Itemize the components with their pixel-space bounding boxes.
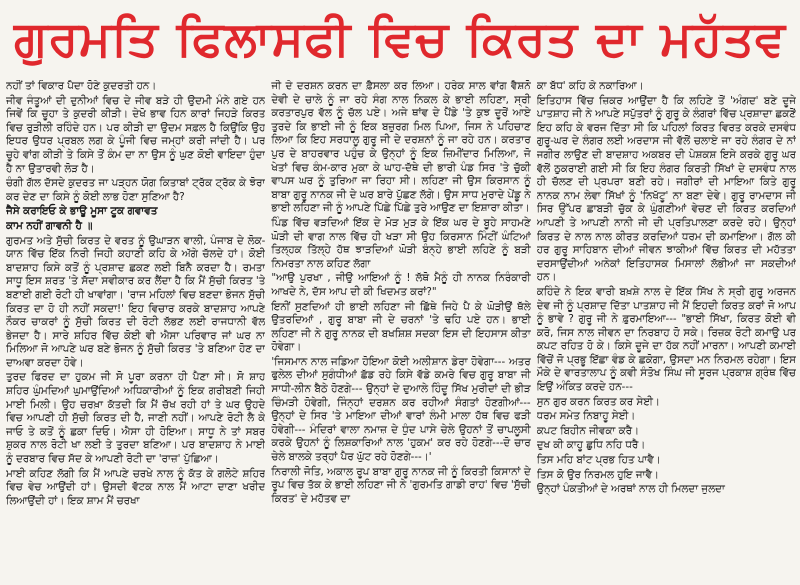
paragraph: ਮਾਈ ਕਹਿਣ ਲੱਗੀ ਕਿ ਮੈਂ ਆਪਣੇ ਚਰਖੇ ਨਾਲ ਨੂੰ ਕੱਤ ਕੇ ਗਲੋਟੇ ਸ਼ਹਿਰ ਵਿਚ ਵੇਚ ਆਉਂਦੀ ਹਾਂ। ਉਸਦੀ ਵੱਟਕ ਨਾਲ ਮੈਂ ਆਟਾ ਦਾਣਾ ਖਰੀਦ ਲਿਆਉਂਦੀ ਹਾਂ। ਇਕ ਸ਼ਾਮ ਮੈਂ ਚਰਖਾ [6, 467, 266, 507]
paragraph: ਦੁਖ ਕੀ ਕਾਹੂ ਛੁਧਿ ਨਹਿ ਧਰੈ। [536, 439, 646, 452]
paragraph: ਸੁਨ ਗੁਰ ਕਰਨ ਕਿਰਤ ਕਰ ਸੇਈ। [536, 395, 660, 408]
paragraph: ਕਪਟ ਬਿਹੀਨ ਜੀਵਕਾ ਕਰੈ। [536, 424, 639, 437]
paragraph: ਉਨ੍ਹਾਂ ਪੰਕਤੀਆਂ ਦੇ ਅਰਥਾਂ ਨਾਲ ਹੀ ਮਿਲਦਾ ਜੁਲਦਾ [536, 483, 725, 496]
paragraph: ਗੁਰਮਤ ਅਤੇ ਸੁੱਚੀ ਕਿਰਤ ਦੇ ਵਰਤ ਨੂੰ ਉਘਾੜਨ ਵਾਲੀ, ਪੰਜਾਬ ਦੇ ਲੋਕ-ਯਾਨ ਵਿੱਚ ਇੱਕ ਨਿਰੀ ਜਿਹੀ ਕਹਾਣੀ ਕਹਿ ਕੇ ਅੱਗੇ ਚੱਲਦੇ ਹਾਂ। ਕੋਈ ਬਾਦਸ਼ਾਹ ਕਿਸੇ ਕਤੋਂ ਨੂੰ ਪ੍ਰਸ਼ਾਦ ਛਕਣ ਲਈ ਬਿਨੈ ਕਰਦਾ ਹੈ। ਰਮਤਾ ਸਾਧੂ ਇਸ ਸ਼ਰਤ 'ਤੇ ਸੱਦਾ ਸਵੀਕਾਰ ਕਰ ਲੈਂਦਾ ਹੈ ਕਿ ਮੈਂ ਸੁੱਚੀ ਕਿਰਤ 'ਤੇ ਬਣਾਈ ਗਈ ਰੋਟੀ ਹੀ ਖਾਵਾਂਗਾ। 'ਰਾਜ ਮਹਿਲਾਂ ਵਿਚ ਬਣਦਾ ਭੋਜਨ ਸੁੱਚੀ ਕਿਰਤ ਦਾ ਹੋ ਹੀ ਨਹੀਂ ਸਕਦਾ!' ਇਹ ਵਿਚਾਰ ਕਰਕੇ ਬਾਦਸ਼ਾਹ ਆਪਣੇ ਨੌਕਰ ਚਾਕਰਾਂ ਨੂੰ ਸੁੱਚੀ ਕਿਰਤ ਦੀ ਰੋਟੀ ਲੱਭਣ ਲਈ ਰਾਜਧਾਨੀ ਵੱਲ ਭੇਜਦਾ ਹੈ। ਸਾਰੇ ਸ਼ਹਿਰ ਵਿੱਚ ਕੋਈ ਵੀ ਐਸਾ ਪਰਿਵਾਰ ਜਾਂ ਘਰ ਨਾ ਮਿਲਿਆ ਜੋ ਆਪਣੇ ਘਰ ਬਣੇ ਭੋਜਨ ਨੂੰ ਸੁੱਚੀ ਕਿਰਤ 'ਤੇ ਬਣਿਆ ਹੋਣ ਦਾ ਦਾਅਵਾ ਕਰਦਾ ਹੋਵੇ। [6, 234, 266, 369]
paragraph: ਜੀਵ ਜੰਤੂਆਂ ਦੀ ਦੁਨੀਆਂ ਵਿਚ ਦੇ ਜੀਵ ਬੜੇ ਹੀ ਉਦਮੀ ਮੰਨੇ ਗਏ ਹਨ ਜਿਵੇਂ ਕਿ ਚੂਹਾ ਤੇ ਕੁਦਰੀ ਕੀੜੀ। ਦੇਖੋ ਭਾਵ ਹਿਨ ਕਾਰਾਂ ਜਿਹੜੇ ਕਿਰਤ ਵਿਚ ਰੁੜੀਲੀ ਰਹਿੰਦੇ ਹਨ। ਪਰ ਕੀੜੀ ਦਾ ਉਦਮ ਸਫ਼ਲ ਹੈ ਕਿਉਂਕਿ ਉਹ ਇਧਰ ਉਧਰ ਪ੍ਰਬਲ ਲਗ ਕੇ ਪੂੰਜੀ ਵਿਚ ਜਮ੍ਹਾਂ ਕਰੀ ਜਾਂਦੀ ਹੈ। ਪਰ ਚੂਹੇ ਵਾਂਗ ਕੀੜੀ ਤੇ ਕਿਸੇ ਤੋਂ ਕੰਮ ਦਾ ਨਾ ਉਸ ਨੂੰ ਘੁਣ ਕੋਈ ਵਾਇਦਾ ਹੁੰਦਾ ਹੈ ਨਾ ਉਤਾਰਵੀ ਲੋੜ ਹੈ। [6, 94, 266, 175]
paragraph: ਇਨੀਂ ਸੁਣਦਿਆਂ ਹੀ ਭਾਈ ਲਹਿਣਾ ਜੀ ਛਿੱਥੇ ਜਿਹੇ ਪੈ ਕੇ ਘੋੜੀਉਂ ਥੱਲੇ ਉਤਰਦਿਆਂ , ਗੁਰੂ ਬਾਬਾ ਜੀ ਦੇ ਚਰਨਾਂ 'ਤੇ ਢਹਿ ਪਏ ਹਨ। ਭਾਈ ਲਹਿਣਾ ਜੀ ਨੇ ਗੁਰੂ ਨਾਨਕ ਦੀ ਬਖਸ਼ਿਸ਼ ਸਦਕਾ ਇਸ ਦੀ ਇਹਸਾਸ ਕੀਤਾ ਹੋਵੇਗਾ। [271, 300, 531, 354]
paragraph: ਕਹਿੰਦੇ ਨੇ ਇਕ ਵਾਰੀ ਬਖ਼ਸ਼ੇ ਨਾਲ ਦੇ ਇੱਕ ਸਿੱਖ ਨੇ ਸ੍ਰੀ ਗੁਰੂ ਅਰਜਨ ਦੇਵ ਜੀ ਨੂੰ ਪ੍ਰਸ਼ਾਦ ਦਿੱਤਾ ਪਾਤਸ਼ਾਹ ਜੀ ਮੈਂ ਇਹਦੀ ਕਿਰਤ ਕਰਾਂ ਜੋ ਆਪ ਨੂੰ ਭਾਵੇ ? ਗੁਰੂ ਜੀ ਨੇ ਫ਼ੁਰਮਾਇਆ--- "ਭਾਈ ਸਿੱਖਾ, ਕਿਰਤ ਕੋਈ ਵੀ ਕਰੋ, ਜਿਸ ਨਾਲ ਜੀਵਨ ਦਾ ਨਿਰਬਾਹ ਹੋ ਸਕੇ। ਰਿਜ਼ਕ ਰੋਟੀ ਕਮਾਉ ਪਰ ਕਪਟ ਰਹਿਤ ਹੋ ਕੇ। ਕਿਸੇ ਦੂਜੇ ਦਾ ਹੱਕ ਨਹੀਂ ਮਾਰਨਾ। ਆਪਣੀ ਕਮਾਈ ਵਿੱਚੋਂ ਜੋ ਪ੍ਰਭੂ ਇੱਛਾ ਵੰਡ ਕੇ ਛਕੋਗਾ, ਉਸਦਾ ਮਨ ਨਿਰਮਲ ਰਹੇਗਾ। ਇਸ ਮੌਕੇ ਦੇ ਵਾਰਤਾਲਾਪ ਨੂੰ ਕਵੀ ਸੰਤੋਖ ਸਿੰਘ ਜੀ ਸੂਰਜ ਪ੍ਰਕਾਸ਼ ਗ੍ਰੰਥ ਵਿੱਚ ਇਉਂ ਅੰਕਿਤ ਕਰਦੇ ਹਨ--- [536, 285, 796, 394]
paragraph: ਤੁਰਦ ਫਿਰਦ ਦਾ ਹੁਕਮ ਜੀ ਸੋ ਪੂਰਾ ਕਰਨਾ ਹੀ ਪੈਣਾ ਸੀ। ਸੋ ਸ਼ਾਹ ਸ਼ਹਿਰ ਘੁੰਮਦਿਆਂ ਘੁਮਾਉਂਦਿਆਂ ਅਧਿਕਾਰੀਆਂ ਨੂੰ ਇਕ ਗਰੀਬਣੀ ਜਿਹੀ ਮਾਈ ਮਿਲੀ। ਉਹ ਚਰਖ਼ਾ ਕੱਤਦੀ ਕਿ ਮੈਂ ਚੱਖ ਰਹੀ ਹਾਂ ਤੇ ਘਰ ਉਹਦੇ ਵਿਚ ਆਪਣੀ ਹੀ ਸੁੱਚੀ ਕਿਰਤ ਦੀ ਹੈ, ਜਾਣੀ ਨਹੀਂ। ਆਪਣੇ ਰੋਟੀ ਲੈ ਕੇ ਜਾਓ ਤੇ ਕਤੋਂ ਨੂੰ ਛਕਾ ਦਿਓ। ਐਸਾ ਹੀ ਹੋਇਆ। ਸਾਧੂ ਨੇ ਤਾਂ ਸਬਰ ਸ਼ੁਕਰ ਨਾਲ ਰੋਟੀ ਖਾ ਲਈ ਤੇ ਤੁਰਦਾ ਬਣਿਆ। ਪਰ ਬਾਦਸ਼ਾਹ ਨੇ ਮਾਈ ਨੂੰ ਦਰਬਾਰ ਵਿਚ ਸੱਦ ਕੇ ਆਪਣੀ ਰੋਟੀ ਦਾ 'ਰਾਜ਼' ਪੁੱਛਿਆ। [6, 371, 266, 466]
paragraph: ਚੰਗੀ ਗੱਲ ਦੱਸਦੇ ਕੁਦਰਤ ਜਾ ਪੜ੍ਹਨ ਯੋਗ ਕਿਤਾਬਾਂ ਟ੍ਰੱਕ ਟ੍ਰੱਕ ਕੇ ਝੋਰਾ ਕਰ ਦੇਣ ਦਾ ਕਿਸੇ ਨੂੰ ਕੋਈ ਲਾਭ ਹੋਣਾ ਸੁਣਿਆ ਹੈ? [6, 177, 266, 203]
column-3 [537, 80, 796, 585]
paragraph: "ਆਉ ਪੁਰਖਾ , ਜੀਉ ਆਇਆਂ ਨੂੰ ! ਲੱਥੋ ਮੈਨੂੰ ਹੀ ਨਾਨਕ ਨਿਰੰਕਾਰੀ ਆਖਦੇ ਨੇ, ਦੱਸ ਆਪ ਦੀ ਕੀ ਖਿਦਮਤ ਕਰਾਂ?" [271, 272, 531, 298]
paragraph: ਇਤਿਹਾਸ ਵਿੱਚ ਜ਼ਿਕਰ ਆਉਂਦਾ ਹੈ ਕਿ ਲਹਿਣੇ ਤੋਂ 'ਅੰਗਦ' ਬਣੇ ਦੂਜੇ ਪਾਤਸ਼ਾਹ ਜੀ ਨੇ ਆਪਣੇ ਸਪੁੱਤਰਾਂ ਨੂੰ ਗੁਰੂ ਕੇ ਲੰਗਰਾਂ ਵਿੱਚ ਪ੍ਰਸ਼ਾਦਾ ਛਕਣੋਂ ਇਹ ਕਹਿ ਕੇ ਵਰਜ ਦਿੱਤਾ ਸੀ ਕਿ ਪਹਿਲਾਂ ਕਿਰਤ ਵਿਰਤ ਕਰਕੇ ਦਸਵੰਧ ਗੁਰੂ-ਘਰ ਦੇ ਲੰਗਰ ਲਈ ਅਰਦਾਸ ਜੀ ਵੱਲੋਂ ਚਲਾਏ ਜਾ ਰਹੇ ਲੰਗਰ ਦੇ ਨਾਂ ਜਗੀਰ ਲਾਉਣ ਦੀ ਬਾਦਸ਼ਾਹ ਅਕਬਰ ਦੀ ਪੇਸ਼ਕਸ਼ ਇਸੇ ਕਰਕੇ ਗੁਰੂ ਘਰ ਵੱਲੋਂ ਠੁਕਰਾਈ ਗਈ ਸੀ ਕਿ ਇਹ ਲੰਗਰ ਕਿਰਤੀ ਸਿੱਖਾਂ ਦੇ ਦਸਵੰਧ ਨਾਲ ਹੀ ਚੱਲਣ ਦੀ ਪ੍ਰਪਰਾ ਬਣੀ ਰਹੇ। ਜਗੀਰਾਂ ਦੀ ਮਾਇਆ ਕਿਤੇ ਗੁਰੂ ਨਾਨਕ ਨਾਮ ਲੇਵਾ ਸਿੱਖਾਂ ਨੂੰ 'ਨਿਖੱਟੂ' ਨਾ ਬਣਾ ਦੇਵੇ। ਗੁਰੂ ਰਾਮਦਾਸ ਜੀ ਸਿਰ ਉੱਪਰ ਛਾਬੜੀ ਚੁੱਕ ਕੇ ਘੁੰਗਣੀਆਂ ਵੇਚਣ ਦੀ ਕਿਰਤ ਕਰਦਿਆਂ ਆਪਣੀ ਤੇ ਆਪਣੀ ਨਾਨੀ ਜੀ ਦੀ ਪ੍ਰਤਿਪਾਲਣਾ ਕਰਦੇ ਰਹੇ। ਉਨ੍ਹਾਂ ਕਿਰਤ ਦੇ ਨਾਲ ਨਾਲ ਕੀਰਤ ਕਰਦਿਆਂ ਧਰਮ ਦੀ ਕਮਾਇਆ। ਗੱਲ ਕੀ ਹਰ ਗੁਰੂ ਸਾਹਿਬਾਨ ਦੀਆਂ ਜੀਵਨ ਝਾਕੀਆਂ ਵਿੱਚ ਕਿਰਤ ਦੀ ਮਹੱਤਤਾ ਦਰਸਾਉਂਦੀਆਂ ਅਨੇਕਾਂ ਇਤਿਹਾਸਕ ਮਿਸਾਲਾਂ ਲੱਭੀਆਂ ਜਾ ਸਕਦੀਆਂ ਹਨ। [536, 94, 796, 284]
paragraph: ਧਰਮ ਸਮੇਤ ਨਿਬਾਹੂ ਸੇਈ। [536, 410, 636, 423]
article-columns [6, 80, 796, 585]
column-2 [271, 80, 530, 585]
paragraph: ਪਿੰਡ ਵਿੱਚ ਵੜਦਿਆਂ ਇੱਕ ਦੇ ਮੋੜ ਮੁੜ ਕੇ ਇੱਕ ਘਰ ਦੇ ਬੂਹੇ ਸਾਹਮਣੇ ਘੋੜੀ ਦੀ ਵਾਗ ਨਾਲ ਵਿੱਚ ਹੀ ਖੜਾ ਸੀ ਉਹ ਕਿਰਸਾਨ ਮਿੰਟੀਂ ਘੰਟਿਆਂ ਤਿਲ੍ਹਕ ਤਿੱਲ੍ਹੇ ਹੱਥ ਝਾੜਦਿਆਂ ਘੋੜੀ ਬੰਨ੍ਹੇ ਭਾਈ ਲਹਿਣੇ ਨੂੰ ਬੜੀ ਨਿਮਰਤਾ ਨਾਲ ਕਹਿਣ ਲੱਗਾ [271, 216, 531, 270]
headline: ਗੁਰਮਤਿ ਫਿਲਾਸਫੀ ਵਿਚ ਕਿਰਤ ਦਾ ਮਹੱਤਵ [13, 10, 787, 67]
paragraph: ਜੀ ਦੇ ਦਰਸ਼ਨ ਕਰਨ ਦਾ ਫ਼ੈਸਲਾ ਕਰ ਲਿਆ। ਹਰੇਕ ਸਾਲ ਵਾਂਗ ਵੈਸ਼ਨੋ ਦੇਵੀ ਦੇ ਚਾਲੇ ਨੂੰ ਜਾ ਰਹੇ ਸੰਗ ਨਾਲ ਨਿਕਲ ਕੇ ਭਾਈ ਲਹਿਣਾ, ਸ੍ਰੀ ਕਰਤਾਰਪੁਰ ਵੱਲ ਨੂੰ ਚੱਲ ਪਏ। ਅਜੇ ਥਾਂਵ ਦੇ ਪੈਂਡੇ 'ਤੇ ਕੁਝ ਦੂਰੋਂ ਆਏ ਤੁਰਦੇ ਕਿ ਭਾਈ ਜੀ ਨੂੰ ਇਕ ਬਜ਼ੁਰਗ ਮਿਲ ਪਿਆ, ਜਿਸ ਨੇ ਪਹਿਚਾਣ ਲਿਆ ਕਿ ਇਹ ਸਰਧਾਲੂ ਗੁਰੂ ਜੀ ਦੇ ਦਰਸ਼ਨਾਂ ਨੂੰ ਜਾ ਰਹੇ ਹਨ। ਕਰਤਾਰ ਪੁਰ ਦੇ ਬਾਹਰਵਾਰ ਪਹੁੰਚ ਕੇ ਉਨ੍ਹਾਂ ਨੂੰ ਇਕ ਜ਼ਿਮੀਂਦਾਰ ਮਿਲਿਆ, ਜੋ ਖੇਤਾਂ ਵਿਚ ਕੰਮ-ਕਾਰ ਮੁਕਾ ਕੇ ਘਾਹ-ਦੱਥੇ ਦੀ ਭਾਰੀ ਪੰਡ ਸਿਰ 'ਤੇ ਚੁੱਕੀ ਵਾਪਸ ਘਰ ਨੂੰ ਤੁਰਿਆ ਜਾ ਰਿਹਾ ਸੀ। ਲਹਿਣਾ ਜੀ ਉਸ ਕਿਰਸਾਨ ਨੂੰ ਬਾਬਾ ਗੁਰੂ ਨਾਨਕ ਜੀ ਦੇ ਘਰ ਬਾਰੇ ਪੁੱਛਣ ਲੱਗੇ। ਉਸ ਸਾਧ ਮੁਰਾਦੇ ਪੇਂਡੂ ਨੇ ਭਾਈ ਲਹਿਣਾ ਜੀ ਨੂੰ ਆਪਣੇ ਪਿੱਛੇ ਪਿੱਛੇ ਤੁਰੇ ਆਉਣ ਦਾ ਇਸ਼ਾਰਾ ਕੀਤਾ। [271, 80, 531, 215]
paragraph: ਕਾਮ ਨਹੀਂ ਗਾਵਨੀ ਹੈ ॥ [6, 219, 93, 232]
column-1 [6, 80, 265, 585]
paragraph: ਤਿਸ ਕੋ ਉਰ ਨਿਰਮਲ ਹੁਇ ਜਾਵੈ। [536, 468, 659, 481]
paragraph: ਤਿਸ ਮਹਿ ਬਾਂਟ ਪ੍ਰਭ ਹਿਤ ਪਾਵੈ। [536, 454, 661, 467]
paragraph: ਨਹੀਂ ਤਾਂ ਵਿਕਾਰ ਪੈਦਾ ਹੋਣੇ ਕੁਦਰਤੀ ਹਨ। [6, 80, 157, 92]
paragraph: ਕਾ ਬੱਧ' ਕਹਿ ਕੇ ਨਕਾਰਿਆ। [536, 80, 644, 92]
paragraph: 'ਜਿਸਮਾਨ ਨਾਲ ਜਡਿਆ ਹੋਇਆ ਕੋਈ ਅਲੀਸ਼ਾਨ ਡੇਰਾ ਹੋਵੇਗਾ--- ਅਤਰ ਫੁਲੇਲ ਦੀਆਂ ਸੁਗੰਧੀਆਂ ਛੱਡ ਰਹੇ ਕਿਸੇ ਵੱਡੇ ਕਮਰੇ ਵਿਚ ਗੁਰੂ ਬਾਬਾ ਜੀ ਸਾਧੀ-ਲੀਨ ਬੈਠੇ ਹੋਣਗੇ--- ਉਨ੍ਹਾਂ ਦੇ ਦੁਆਲੇ ਹਿੰਦੂ ਸਿੱਖ ਮੁਰੀਦਾਂ ਦੀ ਭੀੜ ਚਿੰਮੜੀ ਹੋਵੇਗੀ, ਜਿੰਨ੍ਹਾਂ ਦਰਸ਼ਨ ਕਰ ਰਹੀਆਂ ਸੰਗਤਾਂ ਹੋਣਗੀਆਂ--- ਉਨ੍ਹਾਂ ਦੇ ਸਿਰ 'ਤੇ ਮਾਇਆ ਦੀਆਂ ਵਾਰਾਂ ਲੰਮੀ ਮਾਲਾ ਹੱਥ ਵਿਚ ਫੜੀ ਹੋਵੇਗੀ--- ਮੰਦਿਰਾਂ ਵਾਲਾ ਨਮਾਜ਼ ਦੇ ਧੁੰਦ ਪਾਸੇ ਚੇਲੇ ਉਹਨਾਂ ਤੋਂ ਚਾਪਲੂਸੀ ਕਰਕੇ ਉਹਨਾਂ ਨੂੰ ਲਿਸ਼ਕਾਰਿਆਂ ਨਾਲ 'ਹੁਕਮ' ਕਰ ਰਹੇ ਹੋਣਗੇ---ਦੋ ਚਾਰ ਚੇਲੇ ਬਾਲਕੇ ਤਰ੍ਹਾਂ ਪੈਰ ਘੁੱਟ ਰਹੇ ਹੋਣਗੇ---।' [271, 355, 531, 464]
paragraph: ਜੈਸੇ ਕਰਾਇਓ ਕੇ ਭਾਊ ਮੂਸਾ ਟੂਕ ਗਵਾਵਤ [6, 205, 158, 218]
paragraph: ਨਿਰਾਲੀ ਜੋਤਿ, ਅਕਾਲ ਰੂਪ ਬਾਬਾ ਗੁਰੂ ਨਾਨਕ ਜੀ ਨੂੰ ਕਿਰਤੀ ਕਿਸਾਨਾਂ ਦੇ ਰੂਪ ਵਿਚ ਤੱਕ ਕੇ ਭਾਈ ਲਹਿਣਾ ਜੀ ਨੇ 'ਗੁਰਮਤਿ ਗਾਡੀ ਰਾਹ' ਵਿਚ 'ਸੁੱਚੀ ਕਿਰਤ' ਦੇ ਮਹੱਤਵ ਦਾ [271, 465, 531, 505]
